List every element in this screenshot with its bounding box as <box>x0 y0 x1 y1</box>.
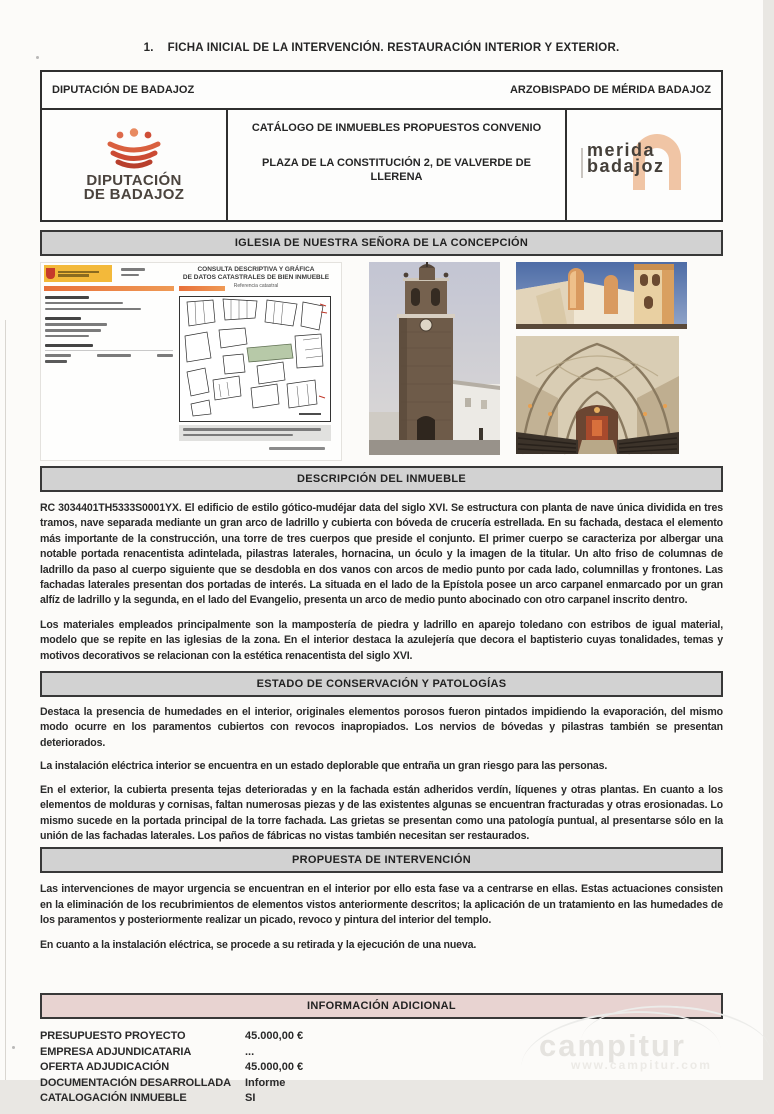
info-row-empresa <box>40 1045 723 1061</box>
additional-info-list <box>40 1029 723 1107</box>
conservation-paragraph-1: Destaca la presencia de humedades en el interior, originales elementos porosos fueron pintados impidiendo la evaporación, del mismo modo ocurre en los paramentos cubiertos con revocos inapropiados. Los nervios de bóvedas y pilastras también se presentan deteriorados. <box>40 706 723 749</box>
merida-logo-line1: merida <box>587 140 656 160</box>
catalog-title: CATÁLOGO DE INMUEBLES PROPUESTOS CONVENIO <box>251 122 542 134</box>
cadastral-title-line2: DE DATOS CATASTRALES DE BIEN INMUEBLE <box>182 273 330 281</box>
info-row-catalogacion <box>40 1091 723 1107</box>
header-org-row <box>42 72 721 110</box>
info-label: CATALOGACIÓN INMUEBLE <box>40 1092 187 1105</box>
header-center-cell <box>228 110 565 220</box>
conservation-banner: ESTADO DE CONSERVACIÓN Y PATOLOGÍAS <box>40 671 723 697</box>
watermark-brand: campitur <box>539 1028 686 1063</box>
document-heading <box>40 42 723 54</box>
cadastral-data-text-placeholder <box>45 296 173 366</box>
merida-vertical-text-placeholder <box>581 148 583 178</box>
cadastral-map-drawing <box>179 296 331 422</box>
description-paragraph-1: RC 3034401TH5333S0001YX. El edificio de estilo gótico-mudéjar data del siglo XVI. Se estructura con planta de nave única dividida en tres tramos, nave separada mediante un gran arco de ladrillo y cubierta con bóveda de crucería estrellada. En su fachada, destaca el elemento más importante de la construcción, una torre de tres cuerpos que preside el conjunto. El primer cuerpo se caracteriza por albergar una notable portada renacentista adintelada, pilastras laterales, hornacina, un óculo y la imagen de la titular. Un alto friso de columnas de ladrillo da paso al cuerpo siguiente que se desdobla en dos vanos con arcos de medio punto por cada lado, columnillas y frontones. Las fachadas laterales presentan dos portadas de interés. La situada en el lado de la Epístola posee un arco carpanel enmarcado por un gran alfíz de ladrillo y la segunda, en el lado del Evangelio, presenta un arco de medio punto abocinado con otro carpanel inscrito dentro. <box>40 502 723 607</box>
photo-church-interior <box>516 336 679 454</box>
org-right-label: ARZOBISPADO DE MÉRIDA BADAJOZ <box>509 84 711 96</box>
cadastral-footnote-box <box>179 425 331 441</box>
right-photo-column <box>516 262 687 459</box>
info-label: DOCUMENTACIÓN DESARROLLADA <box>40 1076 231 1089</box>
conservation-paragraph-3: En el exterior, la cubierta presenta tejas deterioradas y en la fachada están adheridos verdín, líquenes y otras plantas. En cuanto a los elementos de molduras y cornisas, faltan numerosas piezas y de las existentes algunas se encuentran fracturadas y otras erosionadas. Lo mismo sucede en la portada principal de la torre fachada. Las grietas se presentan como una patología puntual, al presentarse sólo en la unión de las fachadas laterales. Los paños de fábricas no vistas también necesitan ser restaurados. <box>40 783 723 842</box>
info-row-presupuesto <box>40 1029 723 1045</box>
cadastral-title-line1: CONSULTA DESCRIPTIVA Y GRÁFICA <box>197 266 315 273</box>
merida-badajoz-logo-cell <box>565 110 721 220</box>
catastro-corner-text-placeholder <box>121 268 147 280</box>
photo-church-exterior <box>516 262 687 329</box>
church-name-banner: IGLESIA DE NUESTRA SEÑORA DE LA CONCEPCIÓN <box>40 230 723 256</box>
catastro-header-bar <box>44 265 112 282</box>
info-label: EMPRESA ADJUNDICATARIA <box>40 1045 192 1058</box>
scan-edge-artifact <box>5 320 6 1080</box>
property-address: PLAZA DE LA CONSTITUCIÓN 2, DE VALVERDE DE LLERENA <box>262 157 531 183</box>
cadastral-map <box>179 296 331 427</box>
diputacion-logo-line2: DE BADAJOZ <box>83 186 185 203</box>
info-value: 45.000,00 € <box>245 1029 304 1042</box>
merida-badajoz-logo <box>575 134 715 196</box>
proposal-paragraph-2: En cuanto a la instalación eléctrica, se procede a su retirada y la ejecución de una nueva. <box>40 938 477 951</box>
info-row-oferta <box>40 1060 723 1076</box>
heading-number: 1. <box>143 42 154 54</box>
org-left-label: DIPUTACIÓN DE BADAJOZ <box>52 84 195 96</box>
header-logo-row <box>42 110 721 220</box>
diputacion-crown-icon <box>96 128 172 172</box>
info-value: ... <box>245 1045 255 1058</box>
info-row-documentacion <box>40 1076 723 1092</box>
photo-church-tower <box>369 262 500 455</box>
heading-text: FICHA INICIAL DE LA INTERVENCIÓN. RESTAURACIÓN INTERIOR Y EXTERIOR. <box>167 42 620 54</box>
cadastral-ref-label: Referencia catastral <box>233 283 279 289</box>
merida-logo-wordmark <box>587 142 665 174</box>
scan-speck <box>36 56 39 59</box>
cadastral-section-bar-right <box>179 286 225 291</box>
cadastral-section-bar-left <box>44 286 174 291</box>
info-value: 45.000,00 € <box>245 1061 304 1074</box>
cadastral-sheet <box>40 262 342 461</box>
spain-coat-of-arms-icon <box>46 268 55 279</box>
diputacion-logo-cell <box>42 110 228 220</box>
header-table <box>40 70 723 222</box>
cadastral-caption-placeholder <box>269 447 325 450</box>
catastro-header-text-placeholder <box>58 270 112 278</box>
merida-logo-line2: badajoz <box>587 156 665 176</box>
scan-speck <box>12 1046 15 1049</box>
description-banner: DESCRIPCIÓN DEL INMUEBLE <box>40 466 723 492</box>
proposal-paragraph-1: Las intervenciones de mayor urgencia se encuentran en el interior por ello esta fase va a centrarse en ellas. Estas actuaciones consisten en la eliminación de los recubrimientos de elementos vistos anteriormente descritos; la aplicación de un tratamiento en las humedades de los paramentos y posteriormente realizar un picado, revoco y pintura del interior del templo. <box>40 883 723 927</box>
diputacion-logo-wordmark <box>84 174 185 202</box>
info-value: SI <box>245 1092 256 1105</box>
info-value: Informe <box>245 1076 286 1089</box>
description-paragraph-2: Los materiales empleados principalmente son la mampostería de piedra y ladrillo en aparejo toledano con estribos de igual material, modelo que se repite en las iglesias de la zona. En el interior destaca la azulejería que decora el baptisterio cuyas tonalidades, temas y motivos decorativos se relacionan con la estética renacentista del siglo XVI. <box>40 618 723 662</box>
watermark-url: www.campitur.com <box>571 1058 712 1072</box>
additional-info-banner: INFORMACIÓN ADICIONAL <box>40 993 723 1019</box>
info-label: PRESUPUESTO PROYECTO <box>40 1029 186 1042</box>
info-label: OFERTA ADJUDICACIÓN <box>40 1061 170 1074</box>
conservation-paragraph-2: La instalación eléctrica interior se encuentra en un estado deplorable que entraña un gran riesgo para las personas. <box>40 760 608 773</box>
media-row <box>40 262 723 459</box>
diputacion-logo-line1: DIPUTACIÓN <box>86 172 182 189</box>
proposal-banner: PROPUESTA DE INTERVENCIÓN <box>40 847 723 873</box>
